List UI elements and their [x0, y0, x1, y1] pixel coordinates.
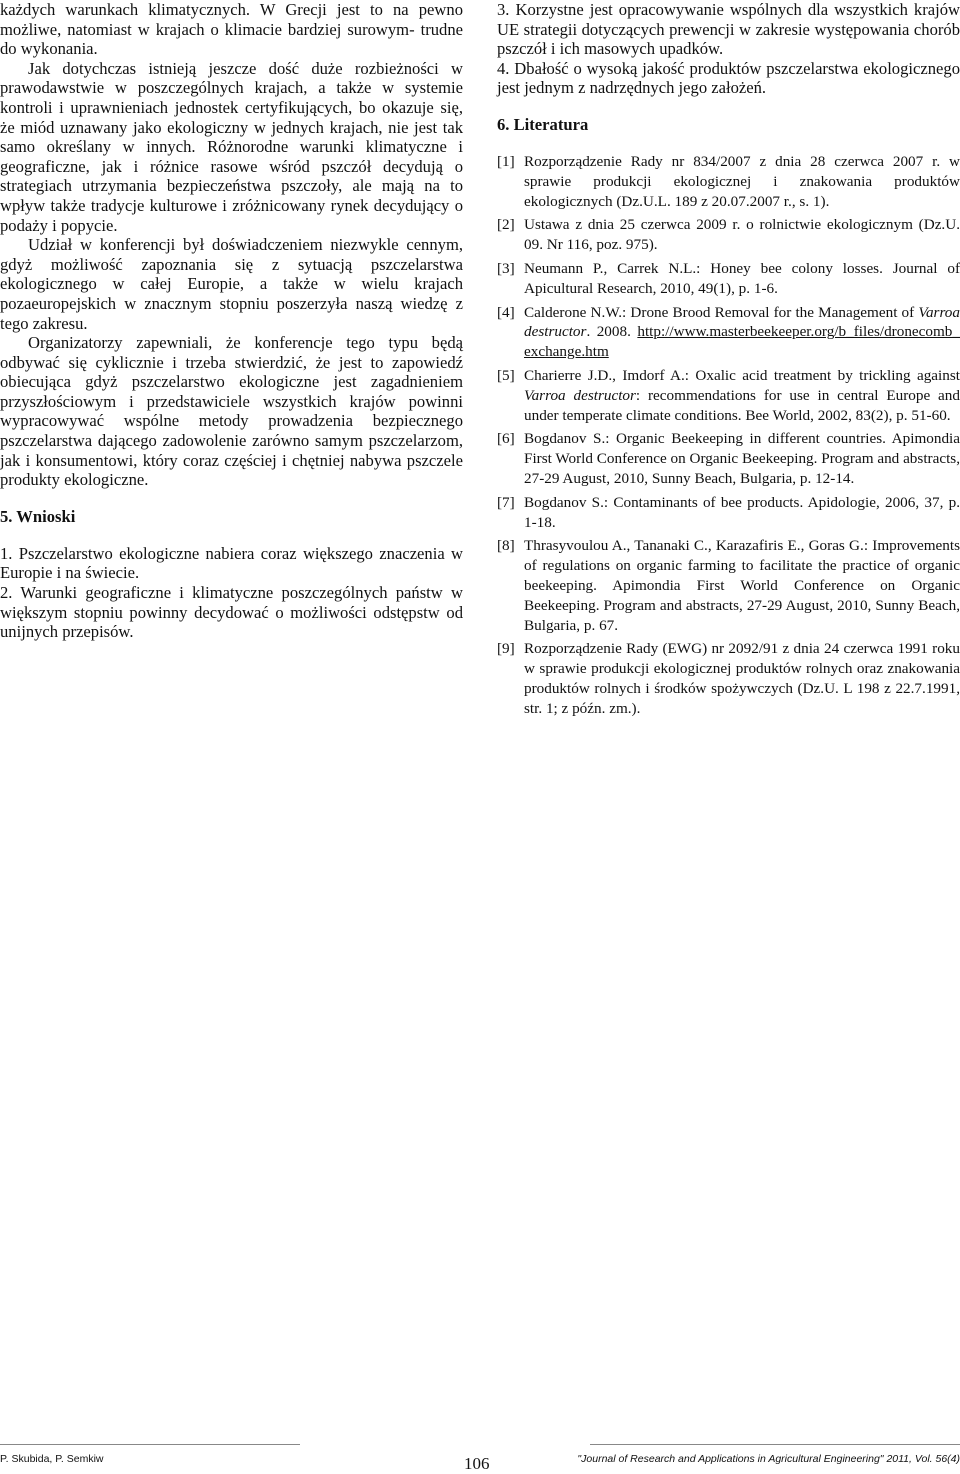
spacer — [0, 527, 463, 544]
reference-italic-term: Varroa destructor — [524, 303, 960, 341]
reference-item — [497, 366, 960, 425]
conclusion-item: 1. Pszczelarstwo ekologiczne nabiera coraz większego znaczenia w Europie i na świecie. — [0, 543, 463, 583]
section-heading-literature: 6. Literatura — [497, 114, 589, 134]
reference-text: Rozporządzenie Rady nr 834/2007 z dnia 28 czerwca 2007 r. w sprawie produkcji ekologicznej i znakowania produktów ekologicznych (Dz.U.L. 189 z 20.07.2007 r., s. 1). — [524, 152, 960, 210]
spacer — [0, 490, 463, 507]
reference-text-after: . 2008. — [586, 323, 631, 341]
spacer — [497, 98, 960, 115]
reference-number: [9] — [497, 640, 515, 658]
left-column — [0, 0, 463, 642]
footer-journal-open-quote: " — [577, 1453, 582, 1465]
footer-rule-right — [590, 1444, 960, 1445]
reference-text: Charierre J.D., Imdorf A.: Oxalic acid treatment by trickling against — [524, 366, 960, 384]
reference-number: [1] — [497, 152, 515, 170]
body-paragraph: Udział w konferencji był doświadczeniem niezwykle cennym, gdyż możliwość zapoznania się z sytuacją pszczelarstwa ekologicznego w całej Europie, a także w wielu krajach pozaeuropejskich w znacznym stopniu poszerzyła naszą wiedzę z tego zakresu. — [0, 235, 463, 333]
footer-journal — [577, 1453, 960, 1465]
reference-item — [497, 639, 960, 718]
reference-item — [497, 303, 960, 362]
reference-item — [497, 259, 960, 299]
conclusion-item: 2. Warunki geograficzne i klimatyczne poszczególnych państw w większym stopniu powinny decydować o możliwości odstępstw od unijnych przepisów. — [0, 583, 463, 642]
footer-rule-left — [0, 1444, 300, 1445]
reference-number: [3] — [497, 259, 515, 277]
body-paragraph: każdych warunkach klimatycznych. W Grecji jest to na pewno możliwe, natomiast w krajach o klimacie bardziej surowym- trudne do wykonania. — [0, 0, 463, 59]
section-heading-conclusions: 5. Wnioski — [0, 506, 76, 526]
reference-list — [497, 152, 960, 719]
reference-number: [8] — [497, 537, 515, 555]
body-paragraph: Organizatorzy zapewniali, że konferencje tego typu będą odbywać się cyklicznie i trzeba stwierdzić, że jest to zapowiedź obiecująca gdyż pszczelarstwo ekologiczne jest zagadnieniem przyszłościowym i przedstawiciele wszystkich krajów powinni wypracowywać wspólne metody prowadzenia bezpiecznego pszczelarstwa dającego zadowolenie zarówno samym pszczelarzom, jak i konsumentowi, który coraz częściej i chętniej nabywa pszczele produkty ekologiczne. — [0, 333, 463, 490]
right-column — [497, 0, 960, 722]
footer-journal-text: Journal of Research and Applications in Agricultural Engineering" 2011, Vol. 56(4) — [581, 1453, 960, 1465]
reference-item — [497, 152, 960, 211]
reference-item — [497, 493, 960, 533]
reference-number: [2] — [497, 216, 515, 234]
spacer — [497, 135, 960, 152]
reference-text: Neumann P., Carrek N.L.: Honey bee colony losses. Journal of Apicultural Research, 2010, 49(1), p. 1-6. — [524, 259, 960, 297]
body-paragraph: Jak dotychczas istnieją jeszcze dość duże rozbieżności w prawodawstwie w poszczególnych krajach, a także w systemie kontroli i uprawnieniach jednostek certyfikujących, bo okazuje się, że miód uznawany jako ekologiczny w jednych krajach, nie jest tak samo określany w innych. Różnorodne warunki klimatyczne i geograficzne, jak i różnice rasowe wśród pszczół decydują o strategiach utrzymania bezpieczeństwa pszczoły, ale mają na to wpływ także tradycje kulturowe i zróżnicowany rynek decydujący o podaży i popycie. — [0, 58, 463, 235]
reference-italic-term: Varroa destructor — [524, 386, 636, 404]
reference-item — [497, 215, 960, 255]
reference-text: Calderone N.W.: Drone Brood Removal for the Management of — [524, 303, 919, 321]
footer-authors: P. Skubida, P. Semkiw — [0, 1453, 104, 1465]
reference-number: [5] — [497, 366, 515, 384]
reference-item — [497, 536, 960, 635]
conclusion-item: 3. Korzystne jest opracowywanie wspólnych dla wszystkich krajów UE strategii dotyczących prewencji w zakresie występowania chorób pszczół i ich masowych upadków. — [497, 0, 960, 59]
conclusion-item: 4. Dbałość o wysoką jakość produktów pszczelarstwa ekologicznego jest jednym z nadrzędnych jego założeń. — [497, 58, 960, 98]
reference-text-after: : recommendations for use in central Europe and under temperate climate conditions. Bee World, 2002, 83(2), p. 51-60. — [524, 386, 960, 424]
reference-item — [497, 429, 960, 488]
reference-number: [6] — [497, 430, 515, 448]
reference-link[interactable]: http://www.masterbeekeeper.org/b_files/dronecomb_exchange.htm — [524, 323, 960, 361]
reference-number: [7] — [497, 493, 515, 511]
reference-number: [4] — [497, 303, 515, 321]
reference-text: Rozporządzenie Rady (EWG) nr 2092/91 z dnia 24 czerwca 1991 roku w sprawie produkcji ekologicznej produktów rolnych oraz znakowania produktów rolnych i środków spożywczych (Dz.U. L 198 z 22.7.1991, str. 1; z późn. zm.). — [524, 640, 960, 717]
page-footer — [0, 1444, 960, 1473]
reference-text: Bogdanov S.: Organic Beekeeping in different countries. Apimondia First World Conference on Organic Beekeeping. Program and abstracts, 27-29 August, 2010, Sunny Beach, Bulgaria, p. 12-14. — [524, 430, 960, 487]
reference-text: Ustawa z dnia 25 czerwca 2009 r. o rolnictwie ekologicznym (Dz.U. 09. Nr 116, poz. 975). — [524, 216, 960, 254]
reference-text: Bogdanov S.: Contaminants of bee products. Apidologie, 2006, 37, p. 1-18. — [524, 493, 960, 531]
page-number: 106 — [464, 1454, 490, 1473]
reference-text: Thrasyvoulou A., Tananaki C., Karazafiris E., Goras G.: Improvements of regulations on organic farming to facilitate the practice of organic beekeeping. Apimondia First World Conference on Organic Beekeeping. Program and abstracts, 27-29 August, 2010, Sunny Beach, Bulgaria, p. 67. — [524, 537, 960, 634]
